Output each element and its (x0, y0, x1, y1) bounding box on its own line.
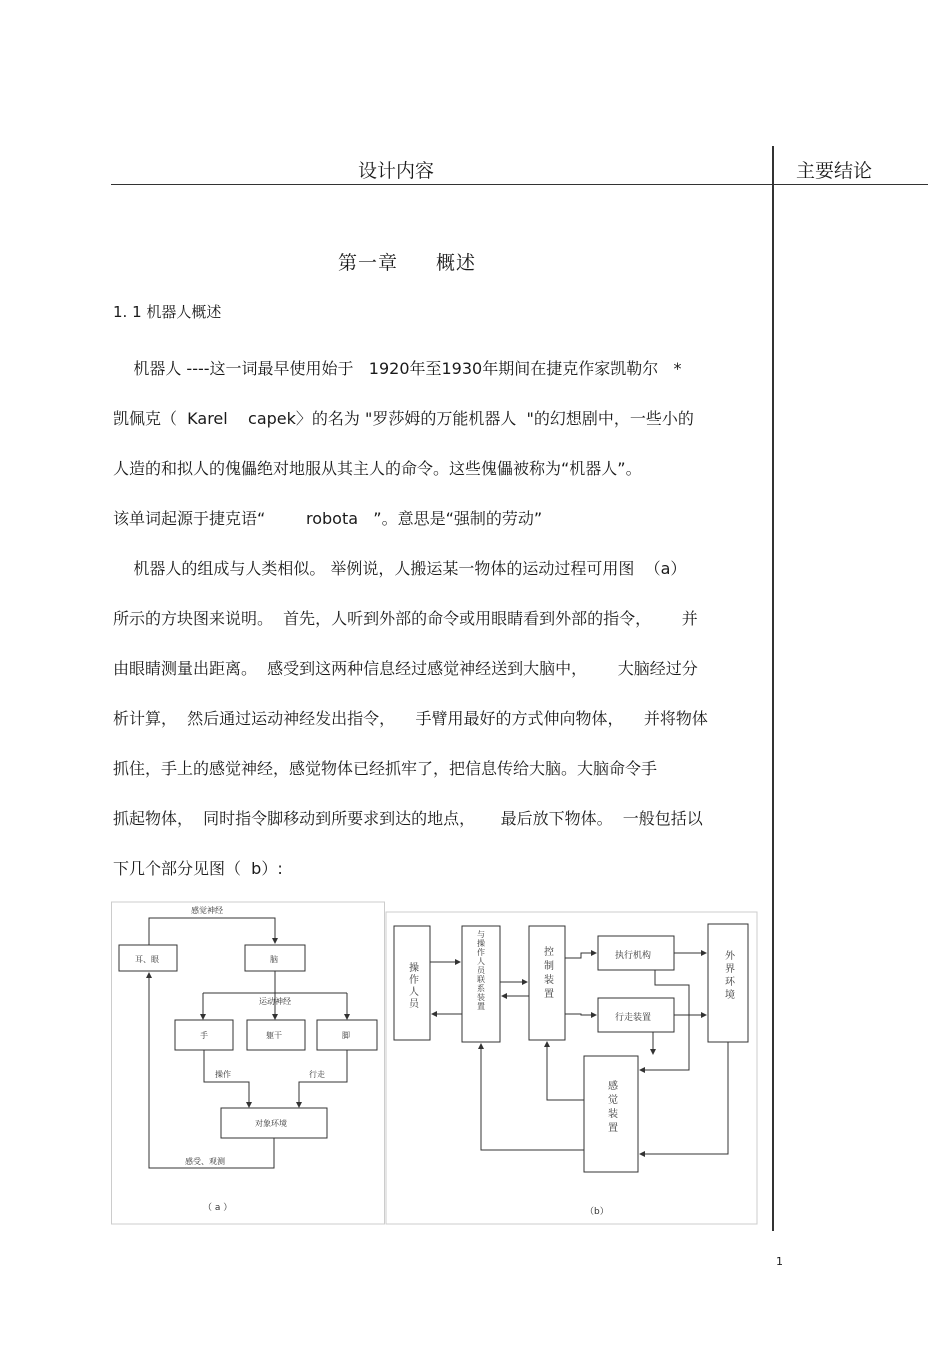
label-sensory-nerve: 感觉神经 (191, 906, 223, 915)
section-title: 1. 1 机器人概述 (113, 303, 222, 321)
label-walk: 行走 (309, 1070, 325, 1079)
body-line: 凯佩克（ Karel capek〉的名为 "罗莎姆的万能机器人 "的幻想剧中，一些小的 (113, 409, 694, 428)
label-brain: 脑 (270, 955, 278, 964)
body-line: 析计算， 然后通过运动神经发出指令， 手臂用最好的方式伸向物体， 并将物体 (113, 709, 708, 728)
body-line: 抓起物体， 同时指令脚移动到所要求到达的地点， 最后放下物体。 一般包括以 (113, 809, 703, 828)
label-operate: 操作 (215, 1070, 231, 1079)
figure-b-caption: （b） (585, 1207, 609, 1217)
figure-b-frame (386, 912, 757, 1224)
label-operator: 操作人员 (406, 962, 418, 1010)
header-divider (111, 184, 928, 185)
body-line: 该单词起源于捷克语“ robota ”。意思是“强制的劳动” (113, 509, 543, 528)
label-controller: 控制装置 (541, 946, 553, 1002)
body-line: 人造的和拟人的傀儡绝对地服从其主人的命令。这些傀儡被称为“机器人”。 (113, 459, 642, 478)
chapter-label: 第一章 (338, 252, 399, 274)
body-line: 所示的方块图来说明。 首先，人听到外部的命令或用眼睛看到外部的指令， 并 (113, 609, 698, 628)
label-motor-nerve: 运动神经 (259, 997, 291, 1006)
label-actuator: 执行机构 (615, 951, 652, 961)
chapter-title: 概述 (436, 252, 477, 274)
body-line: 由眼睛测量出距离。 感受到这两种信息经过感觉神经送到大脑中， 大脑经过分 (113, 659, 698, 678)
body-line: 下几个部分见图（ b）: (113, 859, 283, 878)
figure-b-diagram (385, 910, 758, 1226)
label-environment: 外界环境 (722, 950, 734, 1002)
body-line: 抓住，手上的感觉神经，感觉物体已经抓牢了，把信息传给大脑。大脑命令手 (113, 759, 658, 778)
label-walker: 行走装置 (615, 1013, 652, 1023)
body-line: 机器人的组成与人类相似。 举例说，人搬运某一物体的运动过程可用图 （a） (113, 559, 687, 578)
label-hand: 手 (200, 1031, 208, 1040)
label-sensor: 感觉装置 (605, 1080, 617, 1136)
body-line: 机器人 ----这一词最早使用始于 1920年至1930年期间在捷克作家凯勒尔 * (113, 359, 682, 378)
figure-a-caption: （ a ） (203, 1203, 233, 1213)
header-design-content: 设计内容 (358, 160, 435, 182)
label-torso: 躯干 (266, 1031, 282, 1040)
label-object-environment: 对象环境 (255, 1119, 287, 1128)
page-number: 1 (776, 1255, 783, 1268)
label-ear-eye: 耳、眼 (135, 955, 159, 964)
label-foot: 脚 (342, 1031, 350, 1040)
chapter-heading (338, 248, 476, 275)
figure-a-diagram (111, 900, 386, 1226)
label-perceive-observe: 感受、观测 (185, 1157, 225, 1166)
column-divider (772, 146, 774, 1231)
header-main-conclusion: 主要结论 (796, 160, 873, 182)
label-interface: 与操作人员联系装置 (476, 930, 486, 1011)
